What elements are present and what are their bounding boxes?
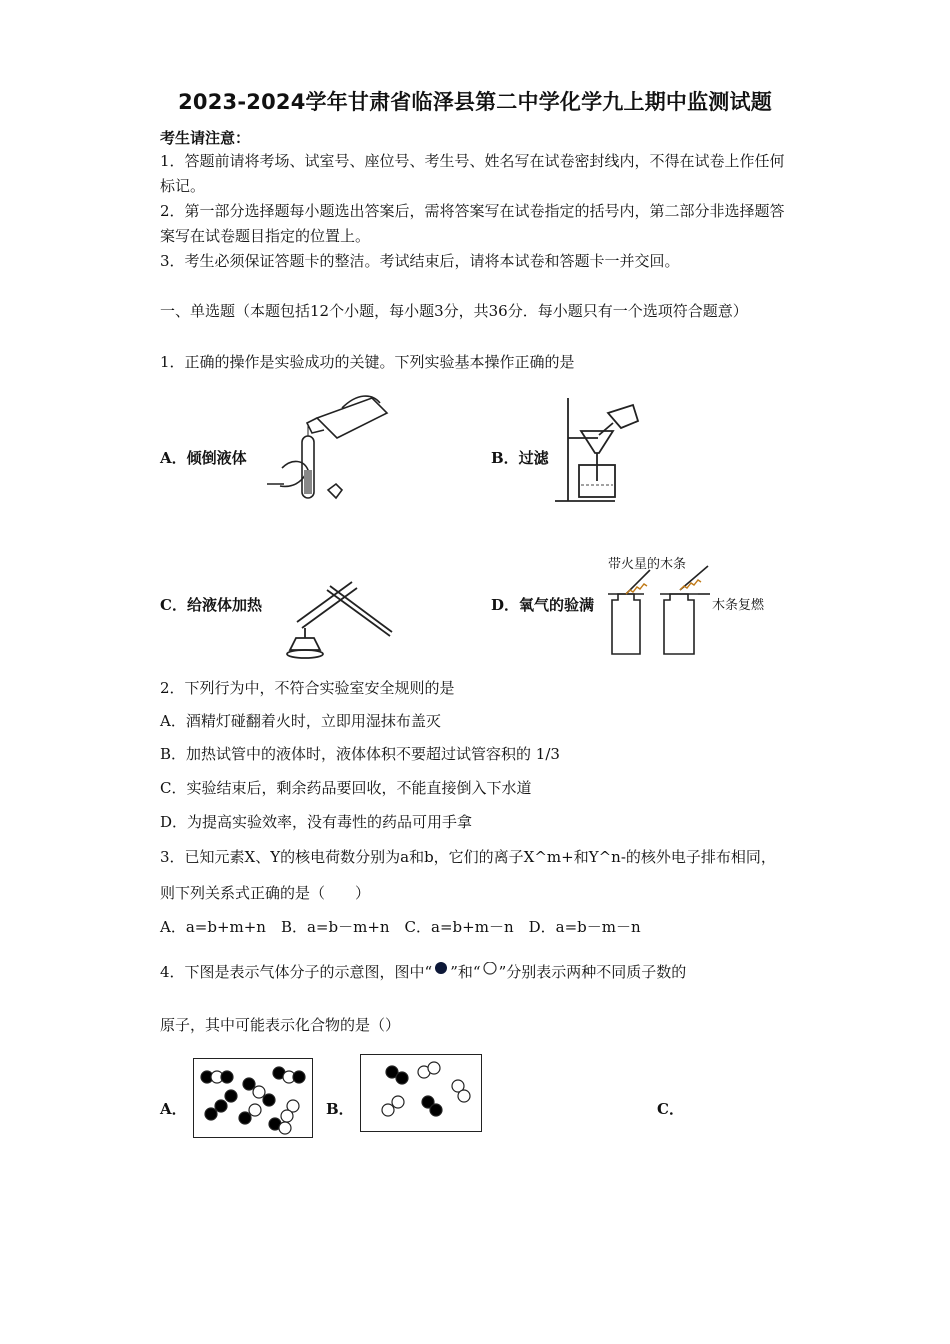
q2-option-c: C．实验结束后，剩余药品要回收，不能直接倒入下水道 — [160, 779, 532, 797]
q1-option-a: A．倾倒液体 — [160, 449, 247, 467]
q2-option-d: D．为提高实验效率，没有毒性的药品可用手拿 — [160, 813, 473, 831]
filtration-figure — [553, 393, 648, 508]
q3-options: A．a=b+m+n B．a=b－m+n C．a=b+m－n D．a=b－m－n — [160, 918, 641, 936]
pouring-liquid-figure — [262, 388, 392, 508]
q2-option-b: B．加热试管中的液体时，液体体积不要超过试管容积的 1/3 — [160, 745, 560, 763]
notice-heading: 考生请注意： — [160, 129, 251, 147]
q4-stem-line2: 原子，其中可能表示化合物的是（） — [160, 1016, 401, 1034]
splint-relights-label: 木条复燃 — [712, 598, 765, 613]
q3-stem-line1: 3．已知元素X、Y的核电荷数分别为a和b，它们的离子X^m+和Y^n-的核外电子排布相同， — [160, 848, 776, 866]
q4-stem-part2: ”和“ — [450, 963, 481, 981]
q2-stem: 2．下列行为中，不符合实验室安全规则的是 — [160, 679, 455, 697]
notice-item-2: 2．第一部分选择题每小题选出答案后，需将答案写在试卷指定的括号内，第二部分非选择题答案写在试卷题目指定的位置上。 — [160, 202, 785, 245]
molecule-box-a — [193, 1058, 313, 1138]
q1-stem: 1．正确的操作是实验成功的关键。下列实验基本操作正确的是 — [160, 353, 575, 371]
q4-option-b: B． — [326, 1100, 354, 1118]
q4-stem-part1: 4．下图是表示气体分子的示意图，图中“ — [160, 963, 433, 981]
q2-option-a: A．酒精灯碰翻着火时，立即用湿抹布盖灭 — [160, 712, 441, 730]
exam-title: 2023-2024学年甘肃省临泽县第二中学化学九上期中监测试题 — [178, 90, 772, 114]
q4-stem-line1 — [160, 962, 686, 982]
q3-stem-line2: 则下列关系式正确的是（ ） — [160, 884, 371, 902]
molecule-box-b — [360, 1054, 482, 1132]
burning-splint-label: 带火星的木条 — [608, 557, 687, 572]
q4-stem-part3: ”分别表示两种不同质子数的 — [498, 963, 687, 981]
notice-item-1: 1．答题前请将考场、试室号、座位号、考生号、姓名写在试卷密封线内，不得在试卷上作任何标记。 — [160, 152, 785, 195]
q1-option-b: B．过滤 — [491, 449, 549, 467]
white-atom-icon — [481, 962, 499, 980]
q4-option-c: C． — [657, 1100, 684, 1118]
gas-bottles-drawing — [600, 550, 720, 662]
oxygen-test-figure — [600, 550, 780, 662]
dark-atom-icon — [432, 962, 450, 980]
section1-heading: 一、单选题（本题包括12个小题，每小题3分，共36分．每小题只有一个选项符合题意） — [160, 302, 748, 320]
q1-option-c: C．给液体加热 — [160, 596, 262, 614]
q4-option-a: A． — [160, 1100, 187, 1118]
heating-liquid-figure — [272, 572, 394, 660]
q1-option-d: D．氧气的验满 — [491, 596, 595, 614]
notice-item-3: 3．考生必须保证答题卡的整洁。考试结束后，请将本试卷和答题卡一并交回。 — [160, 252, 680, 270]
